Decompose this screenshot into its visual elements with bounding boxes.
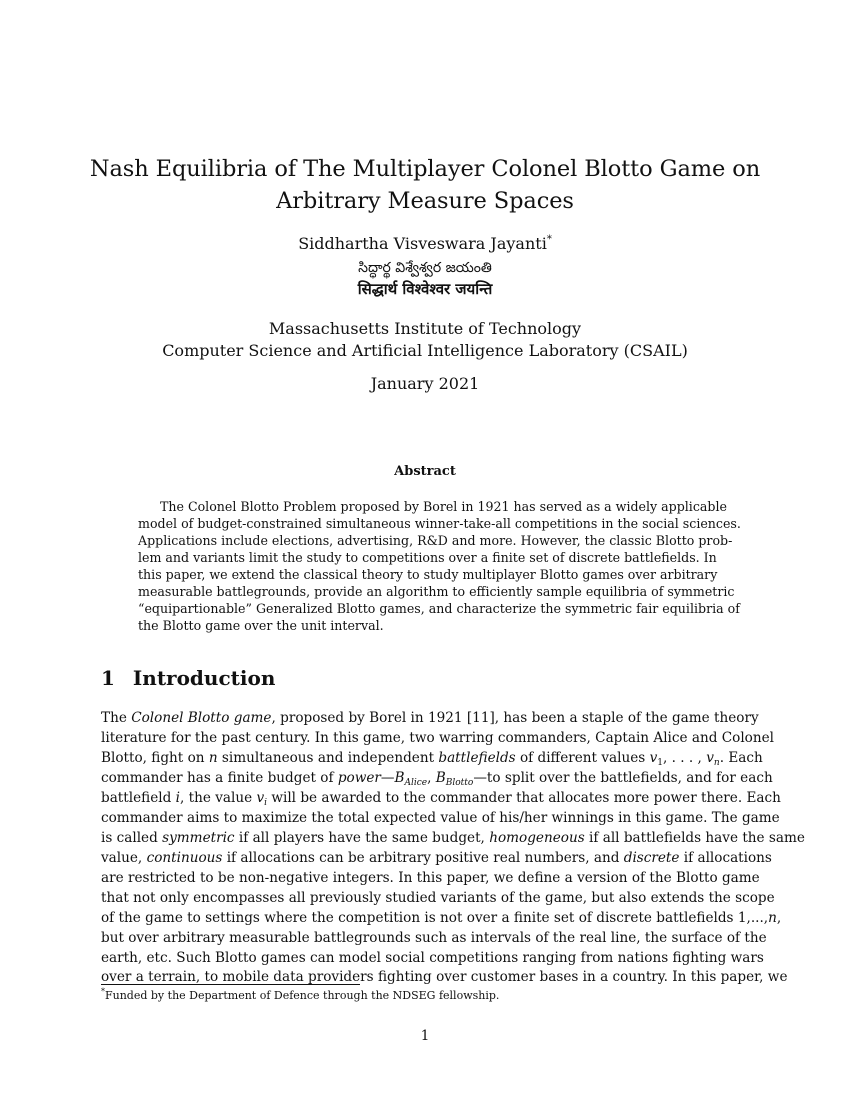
body-line: are restricted to be non-negative integers. In this paper, we define a version of the Blotto game <box>101 870 760 886</box>
affiliation-line-1: Massachusetts Institute of Technology <box>268 319 582 338</box>
title-line-1: Nash Equilibria of The Multiplayer Colonel Blotto Game on <box>89 156 761 182</box>
page-number: 1 <box>420 1028 430 1044</box>
abstract-line: lem and variants limit the study to competitions over a finite set of discrete battlefields. In <box>138 550 717 565</box>
section-heading <box>101 665 275 691</box>
abstract-line: model of budget-constrained simultaneous winner-take-all competitions in the social sciences. <box>138 516 741 531</box>
affiliation <box>0 318 850 362</box>
body-line: is called symmetric if all players have the same budget, homogeneous if all battlefields have the same <box>101 830 805 846</box>
abstract-line: this paper, we extend the classical theory to study multiplayer Blotto games over arbitrary <box>138 567 718 582</box>
abstract-heading: Abstract <box>394 464 456 479</box>
title-line-2: Arbitrary Measure Spaces <box>276 188 574 214</box>
body-line: earth, etc. Such Blotto games can model social competitions ranging from nations fighting wars <box>101 950 764 966</box>
section-number: 1 <box>101 666 115 690</box>
section-title: Introduction <box>132 666 276 690</box>
body-line: Blotto, fight on n simultaneous and independent battlefields of different values $v_1$, . . . , $v_n$. Each <box>101 750 763 768</box>
author-name: Siddhartha Visveswara Jayanti* <box>298 234 552 253</box>
body-line: of the game to settings where the competition is not over a finite set of discrete battlefields 1,...,n, <box>101 910 782 926</box>
body-line: battlefield i, the value $v_i$ will be awarded to the commander that allocates more power there. Each <box>101 790 781 808</box>
footnote-rule <box>101 984 360 985</box>
abstract-line: Applications include elections, advertising, R&D and more. However, the classic Blotto prob- <box>138 533 733 548</box>
author-name-devanagari: सिद्धार्थ विश्वेश्वर जयन्ति <box>357 280 493 298</box>
abstract-line: “equipartionable” Generalized Blotto games, and characterize the symmetric fair equilibria of <box>138 601 740 616</box>
publication-date: January 2021 <box>370 374 480 393</box>
abstract-line: The Colonel Blotto Problem proposed by Borel in 1921 has served as a widely applicable <box>160 499 727 514</box>
abstract-line: measurable battlegrounds, provide an algorithm to efficiently sample equilibria of symmetric <box>138 584 735 599</box>
body-line: but over arbitrary measurable battlegrounds such as intervals of the real line, the surface of the <box>101 930 767 946</box>
author-footnote-mark: * <box>546 234 552 245</box>
abstract-line: the Blotto game over the unit interval. <box>138 618 384 633</box>
body-line: The Colonel Blotto game, proposed by Borel in 1921 [11], has been a staple of the game theory <box>101 710 759 726</box>
paper-title <box>0 153 850 217</box>
body-line: commander has a finite budget of $power—B_{Alice}$, $B_{Blotto}—to$ split over the battlefields, and for each <box>101 770 773 788</box>
author-name-telugu: సిద్ధార్థ విశ్వేశ్వర జయంతి <box>358 260 492 276</box>
affiliation-line-2: Computer Science and Artificial Intelligence Laboratory (CSAIL) <box>162 341 688 360</box>
footnote-text: Funded by the Department of Defence through the NDSEG fellowship. <box>105 989 500 1002</box>
body-line: commander aims to maximize the total expected value of his/her winnings in this game. The game <box>101 810 780 826</box>
footnote <box>101 987 499 1005</box>
body-line: over a terrain, to mobile data providers fighting over customer bases in a country. In this paper, we <box>101 969 788 985</box>
body-line: value, continuous if allocations can be arbitrary positive real numbers, and discrete if allocations <box>101 850 772 866</box>
body-line: literature for the past century. In this game, two warring commanders, Captain Alice and Colonel <box>101 730 775 746</box>
footnote-mark: * <box>101 987 105 996</box>
body-line: that not only encompasses all previously studied variants of the game, but also extends the scope <box>101 890 775 906</box>
